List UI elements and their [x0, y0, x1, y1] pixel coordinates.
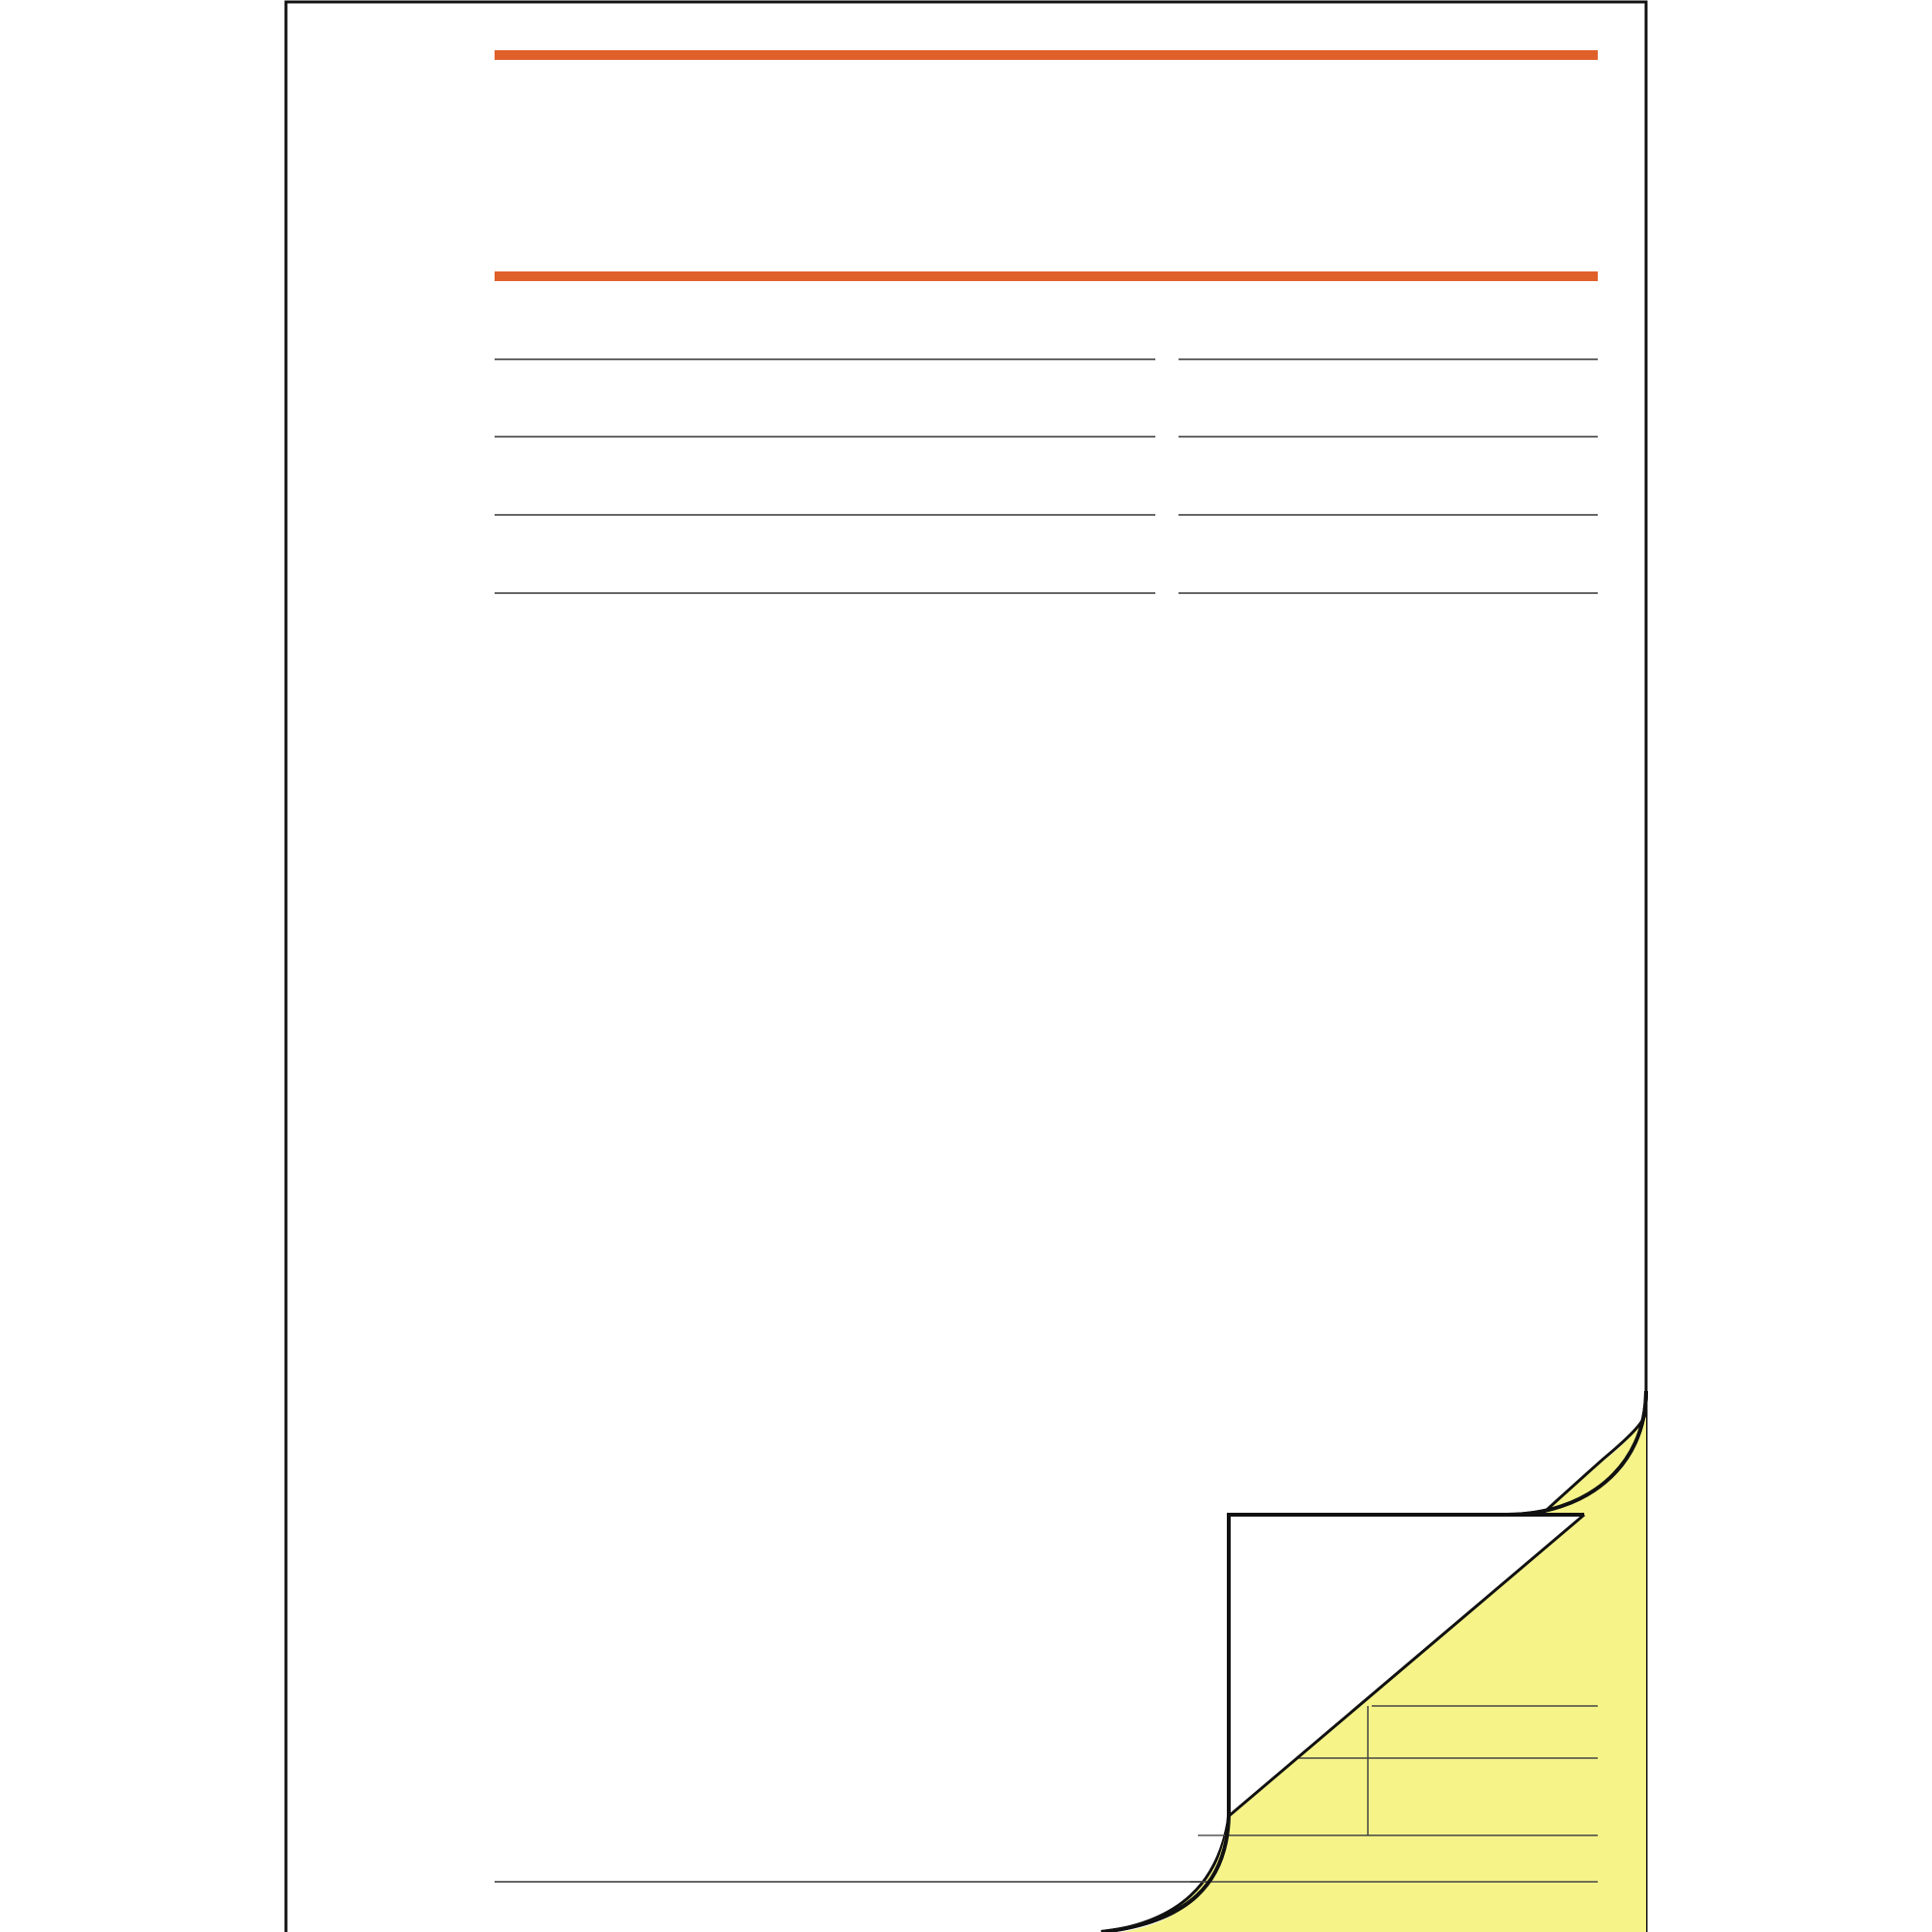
top-accent-bar — [495, 50, 1598, 60]
middle-accent-bar — [495, 271, 1598, 281]
